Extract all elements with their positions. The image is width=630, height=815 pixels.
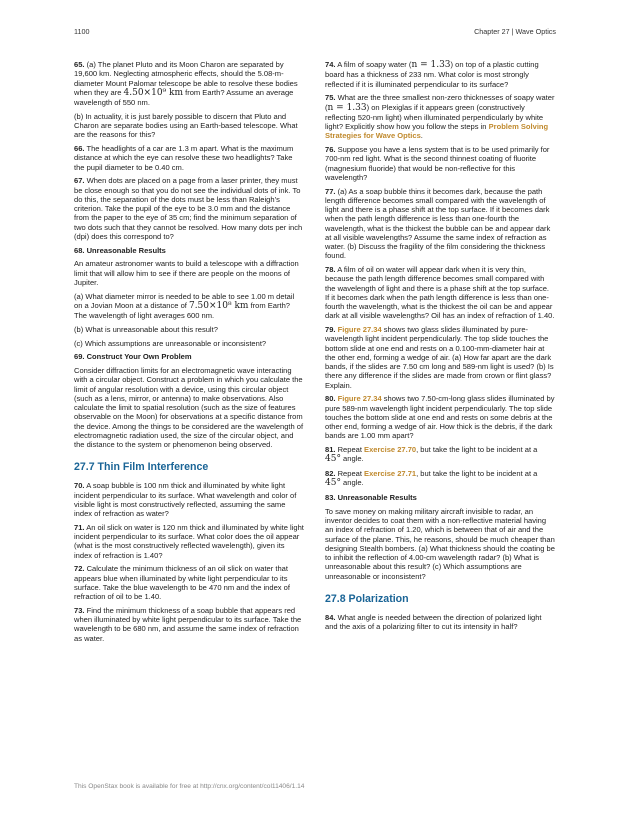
problem-text: ) on Plexiglas if it appears green (constructively reflecting 520-nm light) when illuminated perpendicularly by white light? Explicitly show how you follow the steps in (325, 102, 544, 131)
problem-number: 78. (325, 265, 336, 274)
problem-paragraph (325, 325, 555, 390)
problem-text: An oil slick on water is 120 nm thick and illuminated by white light incident perpendicular to its surface. What color does the oil appear (what is the most constructively reflected wavelength), given its index of refraction is 1.40? (74, 522, 304, 560)
problem-paragraph (74, 112, 304, 140)
figure-link[interactable]: Figure 27.34 (337, 325, 382, 334)
problem-number: 70. (74, 481, 85, 491)
section-heading: 27.7 Thin Film Interference (74, 461, 209, 474)
problem-text: The headlights of a car are 1.3 m apart. What is the maximum distance at which the eye can resolve these two headlights? Take the pupil diameter to be 0.40 cm. (74, 144, 294, 172)
problem-text: , but take the light to be incident at a (416, 445, 538, 454)
problem-paragraph (325, 265, 555, 321)
problem-paragraph (325, 613, 555, 632)
problem-text: (b) What is unreasonable about this result? (74, 324, 218, 334)
problem-text: When dots are placed on a page from a laser printer, they must be close enough so that you do not see the individual dots of ink. To do this, the separation of the dots must be less than Raleigh’s criterion. Take the pupil of the eye to be 3.0 mm and the distance from the paper to the eye of 35 cm; find the minimum separation of two dots such that they cannot be resolved. How many dots per inch (dpi) does this correspond to? (74, 176, 303, 241)
problem-text: (a) What diameter mirror is needed to be able to see 1.00 m detail on a Jovian Moon at a distance of (74, 291, 295, 310)
problem-text: What are the three smallest non-zero thicknesses of soapy water ( (325, 93, 555, 112)
math-expression: 7.50×10⁸ km (188, 300, 249, 311)
problem-paragraph (74, 606, 304, 643)
problem-number: 66. (74, 144, 85, 153)
problem-text: (c) Which assumptions are unreasonable or inconsistent? (74, 338, 267, 348)
problem-number: 79. (325, 325, 336, 334)
problem-number: 67. (74, 176, 85, 186)
problem-text: (a) The planet Pluto and its Moon Charon are separated by 19,600 km. Neglecting atmospheric effects, should the 5.08-m-diameter Mount Palomar telescope be able to resolve these bodies when they are (74, 60, 298, 97)
problem-paragraph (74, 352, 304, 361)
page-number: 1100 (74, 27, 90, 36)
problem-text: shows two 7.50-cm-long glass slides illuminated by pure 589-nm wavelength light incident perpendicularly. The top slide touches the bottom slide at one end and rests on some debris at the other end, forming a wedge of air. How thick is the debris, if the dark bands are 1.00 mm apart? (325, 394, 555, 441)
section-heading: 27.8 Polarization (325, 592, 409, 605)
problem-paragraph (74, 144, 304, 172)
problem-type-label: Construct Your Own Problem (86, 352, 192, 362)
problem-text: Calculate the minimum thickness of an oil slick on water that appears blue when illuminated by white light perpendicular to its surface. Take the blue wavelength to be 470 nm and the index of refraction of oil to be 1.40. (74, 564, 290, 601)
problem-text: shows two glass slides illuminated by pure-wavelength light incident perpendicularly. The top slide touches the bottom slide at one end and rests on a 0.100-mm-diameter hair at the other end, forming a wedge of air. (a) How far apart are the dark bands, if the slides are 7.50 cm long and 589-nm light is used? (b) Is there any difference if the slides are made from crown or flint glass? Explain. (325, 325, 554, 390)
problem-number: 75. (325, 93, 336, 103)
problem-text: ) on top of a plastic cutting board has a thickness of 233 nm. What color is most strongly reflected if it is illuminated perpendicular to its surface? (325, 60, 539, 89)
problem-text: angle. (340, 454, 364, 464)
problem-number: 83. (325, 493, 336, 502)
math-expression: n = 1.33 (411, 60, 451, 70)
problem-text: To save money on making military aircraft invisible to radar, an inventor decides to coat them with a non-reflective material having an index of refraction of 1.20, which is between that of air and the surface of the plane. This, he reasons, should be much cheaper than designing Stealth bombers. (a) What thickness should the coating be to inhibit the reflection of 4.00-cm wavelength radar? (b) What is unreasonable about this result? (c) Which assumptions are unreasonable or inconsistent? (325, 506, 555, 581)
problem-paragraph (325, 187, 555, 261)
problem-type-label: Unreasonable Results (337, 493, 417, 502)
problem-number: 72. (74, 564, 85, 574)
right-column (325, 60, 555, 636)
problem-text: Suppose you have a lens system that is to be used primarily for 700-nm red light. What is the second thinnest coating of fluorite (magnesium fluoride) that would be non-reflective for this wavelength? (325, 145, 550, 182)
problem-type-label: Unreasonable Results (86, 245, 166, 255)
problem-number: 82. (325, 469, 336, 478)
problem-paragraph (325, 145, 555, 182)
math-expression: 4.50×10⁹ km (123, 87, 184, 98)
problem-text: An amateur astronomer wants to build a telescope with a diffraction limit that will allow him to see if there are people on the moons of Jupiter. (74, 259, 299, 287)
problem-number: 74. (325, 60, 336, 69)
problem-paragraph (74, 325, 304, 334)
problem-number: 80. (325, 394, 336, 404)
problem-number: 76. (325, 145, 336, 154)
problem-text: from Earth? Assume an average wavelength of 550 nm. (74, 87, 294, 107)
problem-number: 71. (74, 522, 85, 532)
problem-paragraph (74, 366, 304, 449)
problem-paragraph (74, 339, 304, 348)
problem-text: (b) In actuality, it is just barely possible to discern that Pluto and Charon are separate bodies using an Earth-based telescope. What are the reasons for this? (74, 111, 298, 140)
problem-text: A film of soapy water ( (337, 60, 412, 69)
problem-paragraph (325, 507, 555, 581)
problem-text: , but take the light to be incident at a (416, 469, 538, 478)
problem-text: A film of oil on water will appear dark when it is very thin, because the path length difference becomes small compared with the wavelength of light and there is a phase shift at the top surface. If it becomes dark when the path length difference is less than one-fourth the wavelength, what is the thickest the oil can be and appear dark at all visible wavelengths? Oil has an index of refraction of 1.40. (325, 265, 555, 321)
footer-note: This OpenStax book is available for free at http://cnx.org/content/col11406/1.14 (74, 783, 305, 790)
problem-number: 81. (325, 445, 336, 454)
problem-paragraph (74, 481, 304, 518)
problem-paragraph (325, 60, 555, 89)
problem-paragraph (74, 60, 304, 107)
figure-link[interactable]: Figure 27.34 (337, 394, 382, 404)
problem-paragraph (74, 259, 304, 287)
left-column (74, 60, 304, 647)
problem-paragraph (325, 493, 555, 502)
problem-text: Repeat (337, 469, 365, 478)
math-expression: 45° (325, 478, 341, 489)
problem-number: 68. (74, 245, 85, 255)
problem-number: 65. (74, 60, 85, 69)
problem-text: angle. (340, 478, 364, 488)
problem-text: from Earth? The wavelength of light averages 600 nm. (74, 300, 290, 320)
problem-paragraph (74, 176, 304, 241)
problem-text: (a) As a soap bubble thins it becomes dark, because the path length difference becomes small compared with the wavelength of light and there is a phase shift at the top surface. If it becomes dark when the path length difference is less than one-fourth the wavelength, what is the thickest the bubble can be and appear dark at all visible wavelengths? Assume the same index of refraction as water. (b) Discuss the fragility of the film considering the thickness found. (325, 186, 551, 261)
cross-reference-link[interactable]: Exercise 27.70 (364, 445, 417, 454)
problem-text: Find the minimum thickness of a soap bubble that appears red when illuminated by white light perpendicular to its surface. Take the wavelength to be 680 nm, and assume the same index of refraction as water. (74, 605, 302, 643)
problem-paragraph (325, 394, 555, 440)
math-expression: 45° (325, 454, 341, 465)
cross-reference-link[interactable]: Exercise 27.71 (364, 469, 417, 478)
problem-paragraph (74, 523, 304, 560)
problem-paragraph (325, 445, 555, 465)
chapter-title: Chapter 27 | Wave Optics (474, 27, 556, 36)
problem-paragraph (325, 469, 555, 489)
problem-paragraph (74, 292, 304, 321)
cross-reference-link[interactable]: Problem Solving Strategies for Wave Optics (325, 122, 549, 141)
math-expression: n = 1.33 (327, 102, 367, 113)
problem-number: 69. (74, 352, 85, 362)
problem-text: Consider diffraction limits for an electromagnetic wave interacting with a circular object. Construct a problem in which you calculate the limit of angular resolution with a device, using this circular object (such as a lens, mirror, or antenna) to make observations. Also calculate the limit to spatial resolution (such as the size of features observable on the Moon) for observations at a specific distance from the device. Among the things to be considered are the wavelength of electromagnetic radiation used, the size of the circular object, and the distance to the system or phenomenon being observed. (74, 366, 304, 449)
problem-paragraph (74, 246, 304, 255)
problem-text: What angle is needed between the direction of polarized light and the axis of a polarizing filter to cut its intensity in half? (325, 612, 542, 631)
problem-text: A soap bubble is 100 nm thick and illuminated by white light incident perpendicular to its surface. What wavelength and color of visible light is most constructively reflected, assuming the same index of refraction as water? (74, 481, 297, 518)
problem-paragraph (325, 93, 555, 140)
problem-number: 77. (325, 186, 336, 196)
problem-number: 84. (325, 612, 336, 622)
problem-number: 73. (74, 605, 85, 615)
problem-paragraph (74, 564, 304, 601)
problem-text: . (420, 131, 423, 141)
problem-text: Repeat (337, 445, 365, 454)
